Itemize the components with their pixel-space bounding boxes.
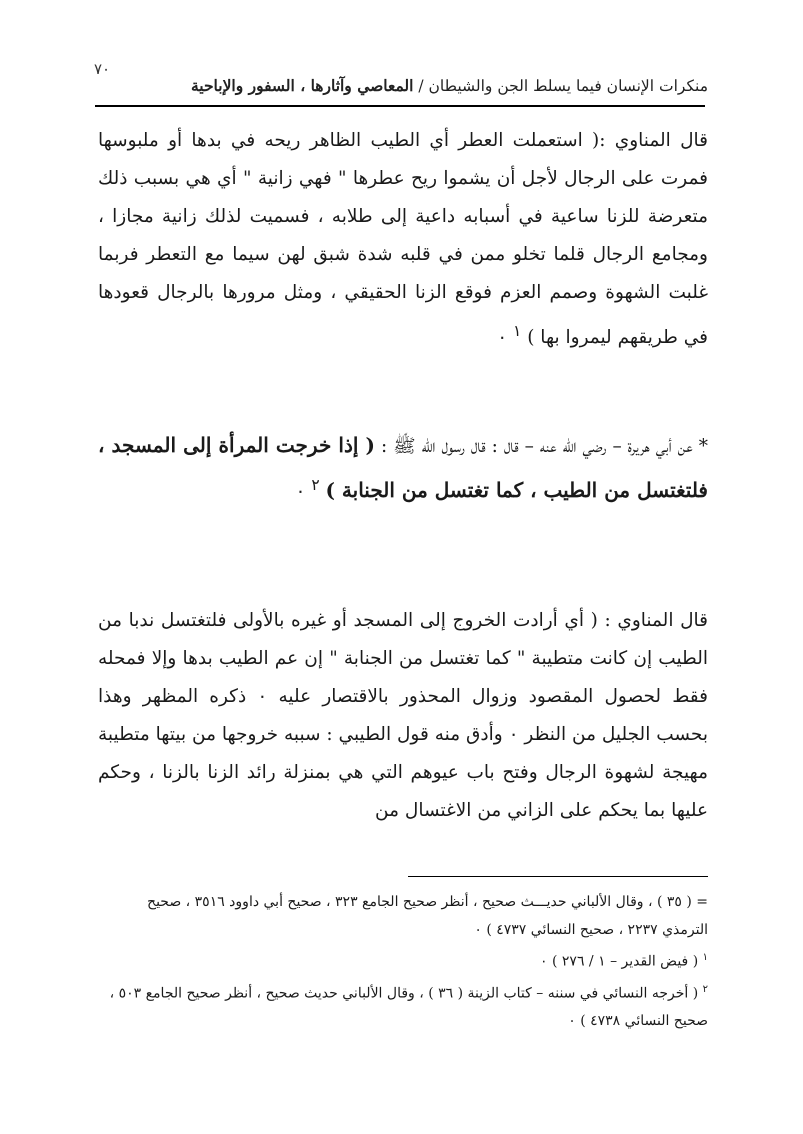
- running-header-separator: /: [413, 77, 429, 95]
- footnote-text: ( أخرجه النسائي في سننه – كتاب الزينة ( ٣٦ ) ، وقال الألباني حديث صحيح ، أنظر صحيح الجامع ٥٠٣ ، صحيح النسائي ٤٧٣٨ ) ٠: [109, 985, 708, 1030]
- header-divider: [95, 105, 705, 107]
- paragraph-munawi-commentary: [98, 122, 708, 357]
- paragraph-text: قال المناوي :( استعملت العطر أي الطيب الظاهر ريحه في بدها أو ملبوسها فمرت على الرجال لأجل أن يشموا ريح عطرها " فهي زانية " أي هي بسبب ذلك متعرضة للزنا ساعية في أسبابه داعية إلى طلابه ، فسميت لذلك زانية مجازا ، ومجامع الرجال قلما تخلو ممن في قلبه شدة شبق لهن سيما مع التعطر فربما غلبت الشهوة وصمم العزم فوقع الزنا الحقيقي ، ومثل مرورها بالرجال قعودها في طريقهم ليمروا بها ): [98, 130, 708, 349]
- footnote-divider: [408, 876, 708, 877]
- running-header-section: المعاصي وآثارها ، السفور والإباحية: [190, 76, 414, 95]
- footnote-text: ( فيض القدير – ١ / ٢٧٦ ) ٠: [540, 953, 703, 970]
- hadith-intro: * عن أبي هريرة – رضي الله عنه – قال : قال رسول الله ﷺ :: [375, 436, 709, 457]
- footnote-reference: ٢: [311, 476, 320, 494]
- footnote-2: [98, 976, 708, 1036]
- paragraph-hadith: [98, 426, 708, 511]
- paragraph-text: قال المناوي : ( أي أرادت الخروج إلى المسجد أو غيره بالأولى فلتغتسل ندبا من الطيب إن كانت متطيبة " كما تغتسل من الجنابة " إن عم الطيب بدها وإلا فمحله فقط لحصول المقصود وزوال المحذور بالاقتصار عليه ٠ ذكره المظهر وهذا بحسب الجليل من النظر ٠ وأدق منه قول الطيبي : سببه خروجها من بيتها متطيبة مهيجة لشهوة الرجال وفتح باب عيوهم التي هي بمنزلة رائد الزنا بالزنا ، وحكم عليها بما يحكم على الزاني من الاغتسال من: [98, 610, 708, 821]
- hadith-text: ( إذا خرجت المرأة إلى المسجد ، فلتغتسل من الطيب ، كما تغتسل من الجنابة ): [98, 433, 708, 503]
- paragraph-end-mark: ٠: [295, 481, 312, 503]
- footnote-1: [98, 944, 708, 976]
- page-number: ٧٠: [94, 60, 111, 78]
- footnote-marker: ١: [702, 952, 708, 963]
- running-header: [108, 76, 708, 95]
- paragraph-munawi-explanation: [98, 602, 708, 830]
- footnotes: [98, 888, 708, 1035]
- paragraph-end-mark: ٠: [497, 327, 514, 349]
- footnote-continuation: = ( ٣٥ ) ، وقال الألباني حديـــث صحيح ، أنظر صحيح الجامع ٣٢٣ ، صحيح أبي داوود ٣٥١٦ ، صحيح الترمذي ٢٢٣٧ ، صحيح النسائي ٤٧٣٧ ) ٠: [147, 894, 708, 938]
- footnote-marker: ٢: [702, 983, 708, 995]
- footnote-reference: ١: [513, 322, 522, 340]
- running-header-book-title: منكرات الإنسان فيما يسلط الجن والشيطان: [428, 77, 708, 95]
